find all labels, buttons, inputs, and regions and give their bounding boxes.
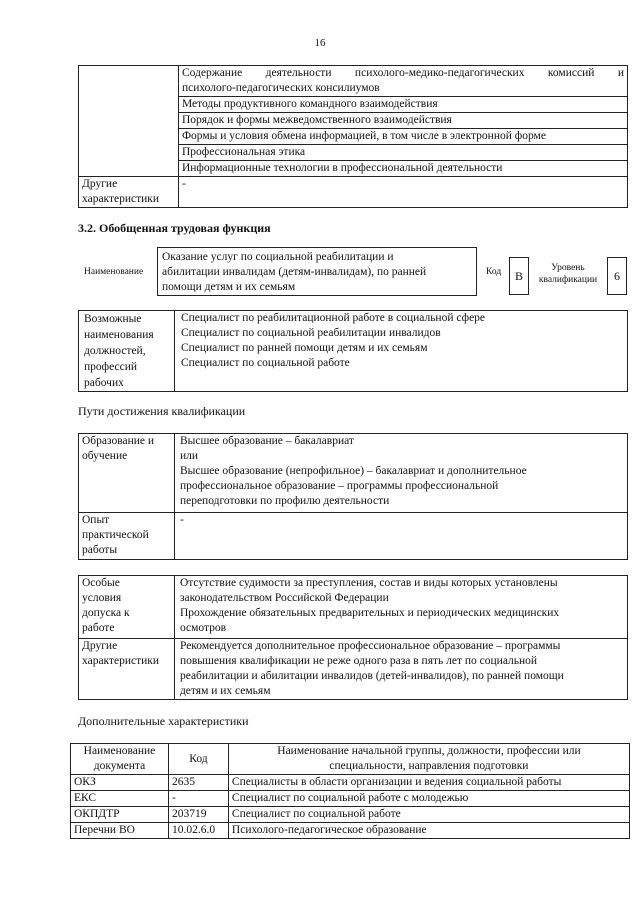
header-line: специальности, направления подготовки [329,760,529,772]
table-row [71,791,630,807]
table-row [79,576,628,639]
knowledge-item-line: Содержание деятельности психолого-медико-педагогических комиссий и [181,67,624,79]
list-item: Специалист по социальной работе [180,357,350,369]
value-line: реабилитации и абилитации инвалидов (детей-инвалидов), по ранней помощи [179,670,564,682]
function-name-label: Наименование [84,267,144,277]
level-label [532,262,604,286]
cell-name: Специалист по социальной работе [228,807,629,823]
value-line: Рекомендуется дополнительное профессиональное образование – программы [179,640,561,652]
label-line: работе [82,622,115,634]
label-line: практической [82,529,149,541]
level-label-line: квалификации [538,275,598,285]
label-line: профессий [84,361,138,373]
positions-table [78,310,628,392]
special-conditions-label [79,576,175,639]
cell-code: 203719 [168,807,228,823]
other-characteristics-value [174,639,627,700]
level-label-line: Уровень [551,263,585,273]
table-row [79,513,628,560]
knowledge-item: Профессиональная этика [178,145,627,161]
value-line: Отсутствие судимости за преступления, состав и виды которых установлены [179,577,558,589]
table-row [79,434,628,513]
header-line: Наименование начальной группы, должности, профессии или [277,745,581,757]
cell-name: Специалисты в области организации и ведения социальной работы [228,775,629,791]
other-characteristics-value: - [178,177,627,208]
header-line: Наименование [83,745,156,757]
level-value-box: 6 [607,257,627,295]
knowledge-item [178,66,627,97]
positions-label [79,311,175,392]
value-line: переподготовки по профилю деятельности [179,495,390,507]
cell-document: ОКПДТР [71,807,169,823]
table-row [79,639,628,700]
table-header-row [71,744,630,775]
positions-list [174,311,627,392]
value-line: Прохождение обязательных предварительных и периодических медицинских [179,607,560,619]
special-conditions-value [174,576,627,639]
experience-value: - [174,513,627,560]
experience-label [79,513,175,560]
function-name-line: помощи детям и их семьям [162,281,296,293]
header-name [228,744,629,775]
header-code: Код [168,744,228,775]
label-line: Особые [82,577,120,589]
table-row [71,823,630,839]
cell-document: Перечни ВО [71,823,169,839]
label-line: Опыт [82,514,110,526]
value-line: профессиональное образование – программы профессиональной [179,480,499,492]
table-row [71,775,630,791]
additional-table [70,743,630,839]
cell-document: ОКЗ [71,775,169,791]
value-line: Высшее образование – бакалавриат [179,435,354,447]
knowledge-item: Методы продуктивного командного взаимодействия [178,97,627,113]
header-document [71,744,169,775]
cell-name: Психолого-педагогическое образование [228,823,629,839]
label-line: допуска к [82,607,130,619]
header-line: документа [93,760,146,772]
value-line: повышения квалификации не реже одного раза в пять лет по социальной [179,655,538,667]
label-line: характеристики [82,655,160,667]
label-line: Образование и [82,435,155,447]
cell-code: 10.02.6.0 [168,823,228,839]
conditions-table [78,575,628,700]
other-characteristics-label [79,639,175,700]
value-line: законодательством Российской Федерации [179,592,389,604]
list-item: Специалист по ранней помощи детям и их семьям [180,342,428,354]
qualification-heading: Пути достижения квалификации [78,404,246,418]
label-line: должностей, [84,345,146,357]
cell-name: Специалист по социальной работе с молодежью [228,791,629,807]
label-line: характеристики [82,193,160,205]
value-line: детям и их семьям [179,685,271,697]
label-line: обучение [82,450,128,462]
knowledge-item-line: психолого-педагогических консилиумов [181,82,380,94]
value-line: Высшее образование (непрофильное) – бакалавриат и дополнительное [179,465,527,477]
table-row [79,177,628,208]
label-line: наименования [84,329,154,341]
knowledge-item: Информационные технологии в профессиональной деятельности [178,161,627,177]
table-row [79,311,628,392]
education-value [174,434,627,513]
page-number: 16 [314,37,326,49]
cell-code: 2635 [168,775,228,791]
value-line: или [179,450,198,462]
additional-heading: Дополнительные характеристики [78,714,249,728]
table-row [71,807,630,823]
label-line: Другие [82,640,118,652]
code-label: Код [486,267,502,277]
cell-document: ЕКС [71,791,169,807]
code-value-box: B [509,257,529,295]
list-item: Специалист по социальной реабилитации инвалидов [180,327,441,339]
label-line: Возможные [84,313,142,325]
section-title: 3.2. Обобщенная трудовая функция [78,221,271,235]
table-row [79,66,628,97]
label-line: работы [82,544,118,556]
knowledge-item: Формы и условия обмена информацией, в том числе в электронной форме [178,129,627,145]
value-line: осмотров [179,622,227,634]
education-label [79,434,175,513]
knowledge-table [78,65,628,208]
knowledge-item: Порядок и формы межведомственного взаимодействия [178,113,627,129]
list-item: Специалист по реабилитационной работе в социальной сфере [180,312,486,324]
other-characteristics-label [79,177,179,208]
knowledge-label-cell [79,66,179,177]
education-table [78,433,628,560]
function-name-box [157,247,477,296]
label-line: Другие [82,178,118,190]
label-line: рабочих [84,377,124,389]
function-name-line: абилитации инвалидам (детям-инвалидам), по ранней [162,266,427,278]
function-name-line: Оказание услуг по социальной реабилитации и [162,251,394,263]
cell-code: - [168,791,228,807]
label-line: условия [82,592,122,604]
